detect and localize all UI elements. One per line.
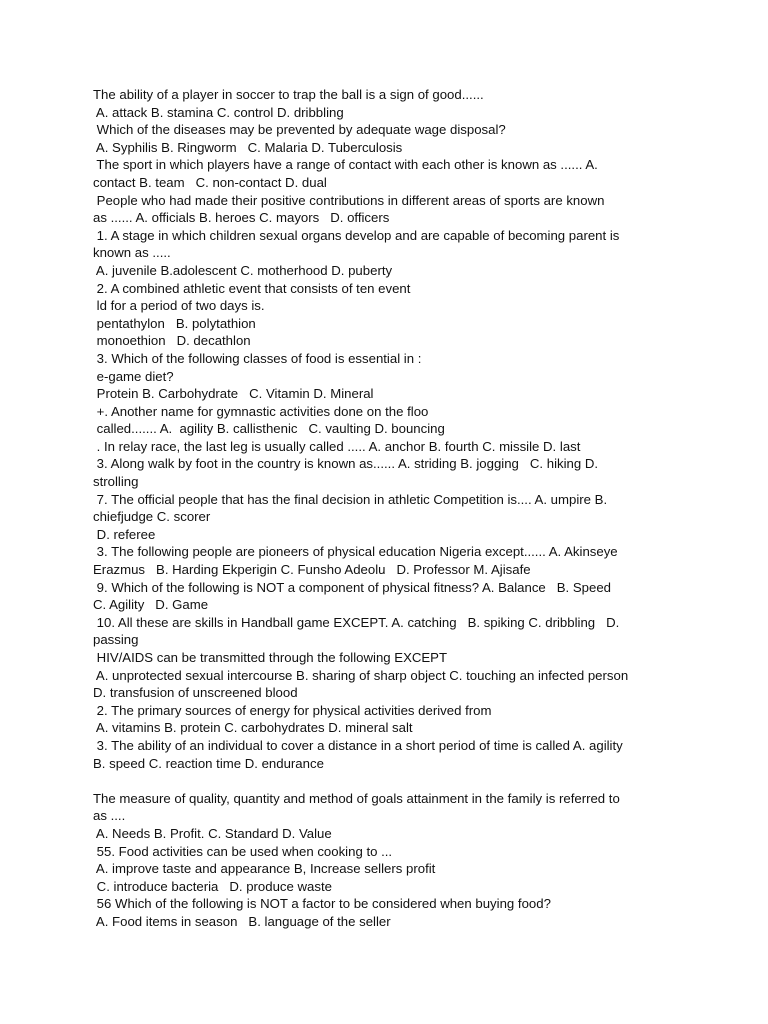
text-line: e-game diet?	[93, 368, 174, 384]
text-line: A. vitamins B. protein C. carbohydrates D. mineral salt	[93, 720, 413, 736]
text-line: monoethion D. decathlon	[93, 333, 251, 349]
text-line: known as .....	[93, 245, 171, 261]
text-line: A. juvenile B.adolescent C. motherhood D. puberty	[93, 262, 393, 278]
text-line: D. transfusion of unscreened blood	[93, 685, 298, 701]
text-line: 3. The ability of an individual to cover a distance in a short period of time is called A. agility	[93, 737, 623, 753]
text-line: C. introduce bacteria D. produce waste	[93, 878, 332, 894]
text-line: called....... A. agility B. callisthenic C. vaulting D. bouncing	[93, 421, 445, 437]
text-line: as ...... A. officials B. heroes C. mayors D. officers	[93, 210, 390, 226]
text-line: 1. A stage in which children sexual organs develop and are capable of becoming parent is	[93, 227, 620, 243]
text-line: strolling	[93, 474, 139, 490]
text-line: +. Another name for gymnastic activities done on the floo	[93, 403, 429, 419]
text-line: D. referee	[93, 526, 156, 542]
document-text	[93, 86, 693, 931]
text-line: Erazmus B. Harding Ekperigin C. Funsho Adeolu D. Professor M. Ajisafe	[93, 562, 531, 578]
text-line: 55. Food activities can be used when cooking to ...	[93, 843, 393, 859]
text-line: 2. The primary sources of energy for physical activities derived from	[93, 702, 492, 718]
text-line: C. Agility D. Game	[93, 597, 209, 613]
text-line: B. speed C. reaction time D. endurance	[93, 755, 324, 771]
blank-line	[93, 772, 693, 790]
text-line: contact B. team C. non-contact D. dual	[93, 174, 327, 190]
text-line: The ability of a player in soccer to trap the ball is a sign of good......	[93, 87, 484, 102]
text-line: A. Needs B. Profit. C. Standard D. Value	[93, 825, 332, 841]
text-line: 7. The official people that has the final decision in athletic Competition is.... A. umpire B.	[93, 491, 608, 507]
text-line: as ....	[93, 808, 126, 824]
text-line: 3. Which of the following classes of food is essential in :	[93, 350, 422, 366]
text-line: A. unprotected sexual intercourse B. sharing of sharp object C. touching an infected person	[93, 667, 629, 683]
text-line: 2. A combined athletic event that consists of ten event	[93, 280, 411, 296]
text-line: passing	[93, 632, 139, 648]
text-line: The sport in which players have a range of contact with each other is known as ...... A.	[93, 157, 598, 173]
text-line: A. Syphilis B. Ringworm C. Malaria D. Tuberculosis	[93, 139, 403, 155]
text-line: The measure of quality, quantity and method of goals attainment in the family is referred to	[93, 790, 620, 806]
text-line: . In relay race, the last leg is usually called ..... A. anchor B. fourth C. missile D. last	[93, 438, 581, 454]
text-line: 3. The following people are pioneers of physical education Nigeria except...... A. Akinseye	[93, 544, 618, 560]
text-line: Protein B. Carbohydrate C. Vitamin D. Mineral	[93, 386, 374, 402]
text-line: 56 Which of the following is NOT a factor to be considered when buying food?	[93, 896, 551, 912]
text-line: chiefjudge C. scorer	[93, 509, 211, 525]
text-line: 10. All these are skills in Handball game EXCEPT. A. catching B. spiking C. dribbling D.	[93, 614, 620, 630]
text-line: People who had made their positive contributions in different areas of sports are known	[93, 192, 605, 208]
text-line: 9. Which of the following is NOT a component of physical fitness? A. Balance B. Speed	[93, 579, 612, 595]
text-line: ld for a period of two days is.	[93, 298, 265, 314]
text-line: A. Food items in season B. language of the seller	[93, 913, 391, 929]
text-line: 3. Along walk by foot in the country is known as...... A. striding B. jogging C. hiking D.	[93, 456, 599, 472]
text-line: A. attack B. stamina C. control D. dribbling	[93, 104, 344, 120]
text-line: Which of the diseases may be prevented by adequate wage disposal?	[93, 122, 506, 138]
text-line: HIV/AIDS can be transmitted through the following EXCEPT	[93, 650, 448, 665]
text-line: A. improve taste and appearance B, Increase sellers profit	[93, 861, 436, 877]
text-line: pentathylon B. polytathion	[93, 315, 256, 331]
